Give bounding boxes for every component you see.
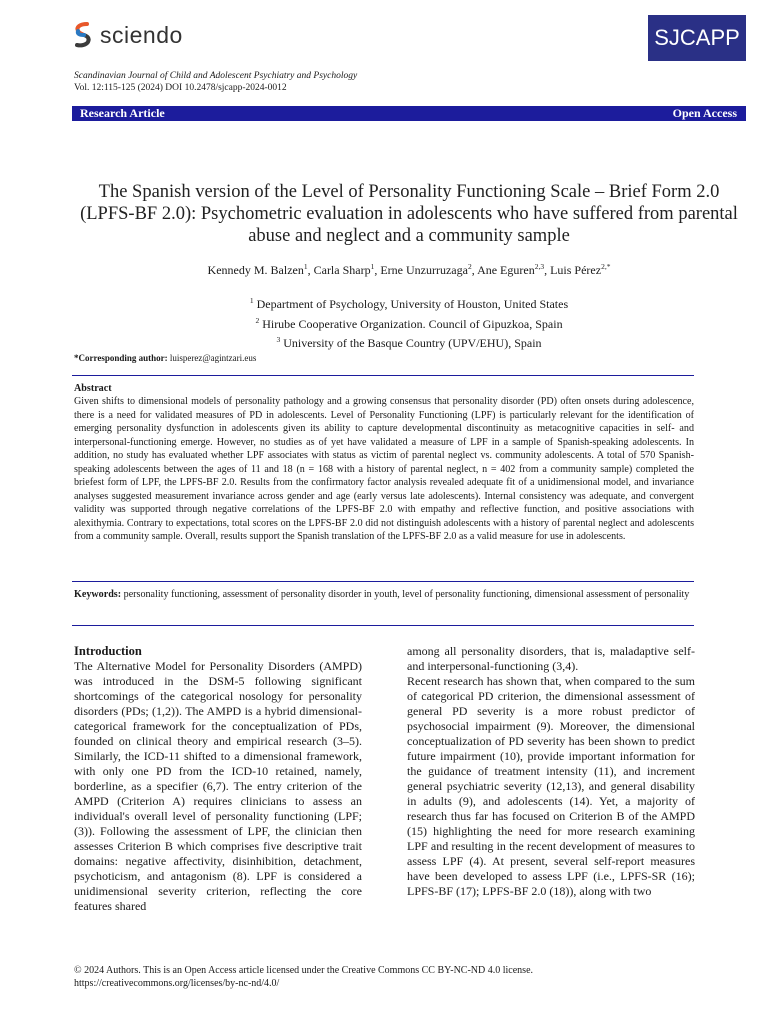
keywords-label: Keywords:: [74, 589, 122, 600]
article-title: The Spanish version of the Level of Personality Functioning Scale – Brief Form 2.0 (LPFS-BF 2.0): Psychometric evaluation in adolescents who have suffered from parental abuse and neglect and a community sample: [80, 182, 738, 246]
author-name: Kennedy M. Balzen: [207, 263, 304, 277]
author-name: Ane Eguren: [477, 263, 535, 277]
affiliation-sup: 1: [249, 296, 254, 305]
author-name: Carla Sharp: [313, 263, 371, 277]
body-column-left: [74, 644, 362, 914]
author-sup: 2: [467, 262, 472, 271]
affiliations: [72, 293, 746, 352]
divider-line: [72, 375, 694, 376]
affiliation-item: [72, 313, 746, 333]
affiliation-text: Department of Psychology, University of Houston, United States: [256, 297, 569, 311]
author-sup: 1: [303, 262, 308, 271]
author-name: Luis Pérez: [550, 263, 602, 277]
body-paragraph: among all personality disorders, that is, maladaptive self- and interpersonal-functioning (3,4).: [407, 644, 695, 673]
section-heading: Introduction: [74, 644, 142, 658]
corresponding-author: [74, 353, 256, 363]
affiliation-sup: 3: [276, 335, 281, 344]
author-sup: 2,*: [601, 262, 611, 271]
abstract-heading: Abstract: [74, 383, 112, 394]
affiliation-sup: 2: [255, 315, 260, 325]
license-footer: [74, 964, 694, 990]
abstract-text: Given shifts to dimensional models of personality pathology and a growing consensus that personality disorder (PD) often onsets during adolescence, there is a need for validated measures of PD in adolescents. Level of Personality Functioning (LPF) is particularly relevant for the identification of emerging personality dysfunction in adolescents given its ability to capture developmental discontinuity as metacognitive capacities in self- and interpersonal-functioning emerge. However, no studies as of yet have validated a measure of LPF in a sample of Spanish-speaking adolescents. In addition, no study has evaluated whether LPF associates with status as victim of parental neglect vs. community adolescents. A total of 570 Spanish-speaking adolescents between the ages of 11 and 18 (n = 168 with a history of parental neglect, n = 402 from a community sample) completed the briefest form of LPF, the LPFS-BF 2.0. Results from the confirmatory factor analysis revealed adequate fit of a unidimensional model, and invariance analyses suggested measurement invariance across gender and age (early versus late adolescents). Internal consistency was adequate, and convergent validity was supported through negative correlations of the LPFS-BF 2.0 with empathy and reflective function, and positive associations with alexithymia. Contrary to expectations, total scores on the LPFS-BF 2.0 did not distinguish adolescents with a history of parental neglect and adolescents from a community sample. Overall, results support the Spanish translation of the LPFS-BF 2.0 as a valid measure for use in adolescents.: [74, 396, 694, 542]
journal-info: [74, 70, 357, 94]
author-sup: 1: [370, 262, 375, 271]
keywords: [74, 589, 694, 602]
corresponding-email[interactable]: luisperez@agintzari.eus: [169, 353, 257, 363]
body-paragraph: Recent research has shown that, when compared to the sum of categorical PD criterion, the dimensional assessment of general PD severity is a more robust predictor of psychosocial impairment (9). Moreover, the dimensional conceptualization of PD severity has been shown to predict future impairment (10), provide important information for the guidance of treatment intensity (11), and increment general psychiatric severity (12,13), and general disability in adults (9), and adolescents (14). Yet, a majority of research thus far has focused on Criterion B of the AMPD (15) highlighting the need for more research examining LPF and resulting in the recent development of measures to assess LPF (4). At present, several self-report measures have been developed to assess LPF (i.e., LPFS-SR (16); LPFS-BF (17); LPFS-BF 2.0 (18)), along with two: [407, 674, 695, 898]
author-list: Kennedy M. Balzen$^1$, Carla Sharp$^1$, Erne Unzurruzaga$^2$, Ane Eguren$^{2,3}$, Luis Pérez$^{2,*}$: [207, 262, 611, 277]
sciendo-wordmark: sciendo: [100, 21, 183, 48]
body-paragraph: The Alternative Model for Personality Disorders (AMPD) was introduced in the DSM-5 following significant shortcomings of the categorical nosology for personality disorders (PDs; (1,2)). The AMPD is a hybrid dimensional-categorical framework for the conceptualization of PDs, founded on clinical theory and empirical research (3–5). Similarly, the ICD-11 shifted to a dimensional framework, with only one PD from the ICD-10 retained, namely, borderline, as a specifier (6,7). The entry criterion of the AMPD (Criterion A) requires clinicians to assess an individual's overall level of personality functioning (LPF; (3)). Following the assessment of LPF, the clinician then assesses Criterion B which comprises five descriptive trait domains: negative affectivity, disinhibition, detachment, psychoticism, and antagonism (8). LPF is considered a unidimensional severity criterion, reflecting the core features shared: [74, 659, 362, 913]
sciendo-logo: [72, 20, 183, 50]
divider-line: [72, 625, 694, 626]
corresponding-label: *Corresponding author:: [74, 353, 168, 363]
divider-line: [72, 581, 694, 582]
license-url[interactable]: https://creativecommons.org/licenses/by-nc-nd/4.0/: [74, 978, 280, 989]
author-sup: 2,3: [534, 262, 545, 271]
journal-name: Scandinavian Journal of Child and Adolescent Psychiatry and Psychology: [74, 71, 358, 81]
journal-volume: Vol. 12:115-125 (2024) DOI 10.2478/sjcapp-2024-0012: [74, 83, 287, 93]
affiliation-text: Hirube Cooperative Organization. Council of Gipuzkoa, Spain: [262, 316, 563, 331]
sjcapp-logo: SJCAPP: [648, 15, 746, 61]
keywords-text: personality functioning, assessment of personality disorder in youth, level of personality functioning, dimensional assessment of personality: [123, 589, 690, 600]
affiliation-item: [72, 332, 746, 352]
affiliation-text: University of the Basque Country (UPV/EHU), Spain: [283, 336, 542, 350]
author-name: Erne Unzurruzaga: [380, 263, 468, 277]
article-type-label: Research Article: [80, 106, 165, 120]
article-type-bar: [72, 106, 746, 121]
sciendo-mark-icon: [72, 22, 94, 48]
license-text: © 2024 Authors. This is an Open Access article licensed under the Creative Commons CC BY-NC-ND 4.0 license.: [74, 965, 534, 976]
open-access-label: Open Access: [672, 106, 737, 120]
body-column-right: [407, 644, 695, 899]
abstract: [74, 382, 694, 543]
affiliation-item: [72, 293, 746, 313]
